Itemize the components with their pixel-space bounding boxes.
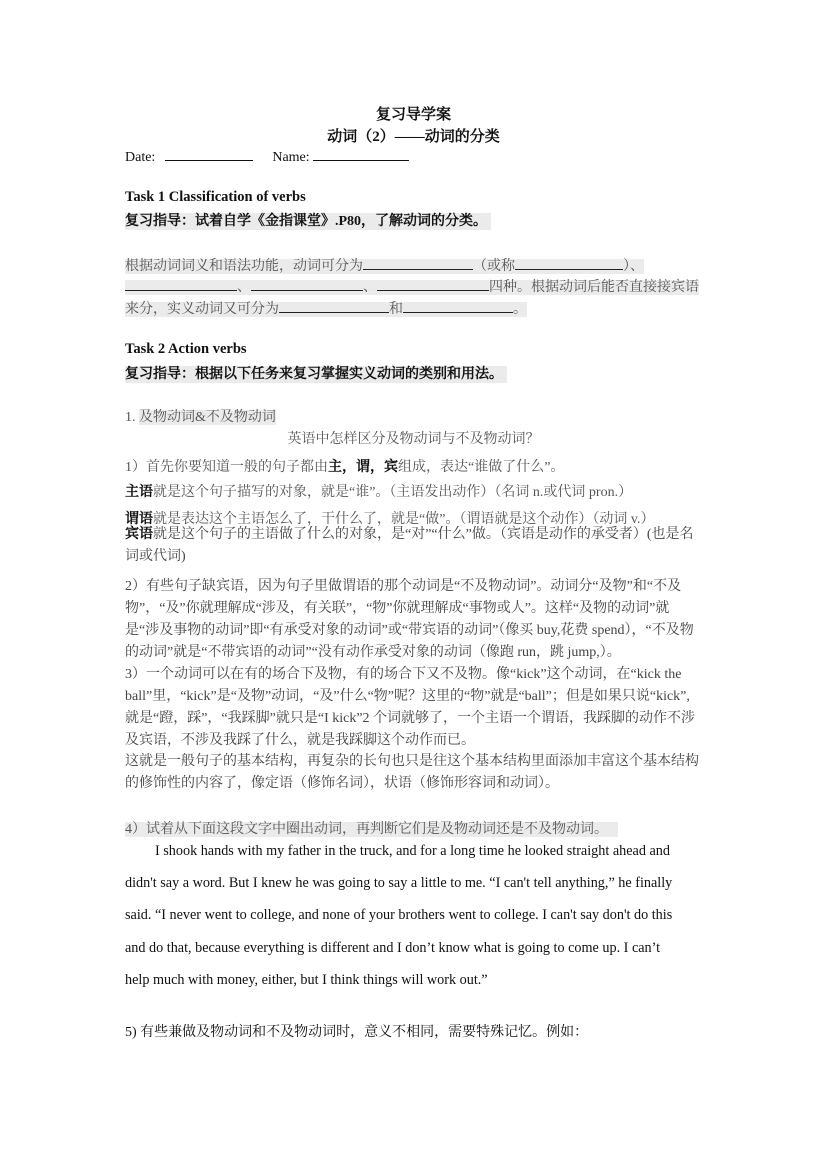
structure-paragraph: 这就是一般句子的基本结构，再复杂的长句也只是往这个基本结构里面添加丰富这个基本结构的修饰性的内容了，像定语（修饰名词），状语（修饰形容词和动词）。 — [125, 754, 699, 791]
blank[interactable] — [279, 300, 389, 313]
page-title: 复习导学案 — [375, 107, 451, 123]
passage-line[interactable]: said. “I never went to college, and none of your brothers went to college. I can't say don't do this — [125, 907, 673, 923]
blank[interactable] — [125, 278, 237, 291]
blank[interactable] — [515, 257, 623, 270]
blank[interactable] — [403, 300, 513, 313]
date-name-row — [125, 147, 409, 166]
task2-guide: 复习指导：根据以下任务来复习掌握实义动词的类别和用法。 — [125, 366, 507, 383]
blank[interactable] — [377, 278, 489, 291]
name-field[interactable] — [313, 147, 409, 161]
predicate-definition: 谓语就是表达这个主语怎么了，干什么了，就是“做”。（谓语就是这个动作）（动词 v.） — [125, 512, 655, 527]
date-field[interactable] — [165, 147, 253, 161]
passage-line[interactable]: help much with money, either, but I think things will work out.” — [125, 972, 488, 988]
point4-instruction-row — [125, 818, 618, 838]
point2-paragraph: 2）有些句子缺宾语，因为句子里做谓语的那个动词是“不及物动词”。动词分“及物”和“不及物”，“及”你就理解成“涉及，有关联”，“物”你就理解成“事物或人”。这样“及物的动词”就是“涉及事物的动词”即“有承受对象的动词”或“带宾语的动词”（像买 buy,花费 spend），“不及物的动词”就是“不带宾语的动词”“没有动作承受对象的动词（像跑 run，跳 jump,）。 — [125, 579, 694, 660]
subject-definition: 主语就是这个句子描写的对象，就是“谁”。（主语发出动作）（名词 n.或代词 pron.） — [125, 485, 633, 500]
task1-heading: Task 1 Classification of verbs — [125, 189, 306, 205]
blank[interactable] — [363, 257, 473, 270]
page-subtitle: 动词（2）——动词的分类 — [327, 129, 500, 145]
blank[interactable] — [251, 278, 363, 291]
task2-guide-row — [125, 363, 507, 383]
point1-intro: 1）首先你要知道一般的句子都由主，谓，宾组成，表达“谁做了什么”。 — [125, 460, 565, 475]
passage-line[interactable]: I shook hands with my father in the truck, and for a long time he looked straight ahead and — [155, 843, 670, 859]
task1-line-2: 、 、 四种。根据动词后能否直接接宾语 — [125, 276, 699, 296]
point4-instruction: 4）试着从下面这段文字中圈出动词，再判断它们是及物动词还是不及物动词。 — [125, 822, 618, 837]
object-definition: 宾语就是这个句子的主语做了什么的对象，是“对”“什么”做。（宾语是动作的承受者）(也是名词或代词) — [125, 527, 694, 564]
task1-guide-row — [125, 210, 491, 230]
passage-line[interactable]: didn't say a word. But I knew he was going to say a little to me. “I can't tell anything,” he finally — [125, 875, 673, 891]
section1-heading: 1. 及物动词&不及物动词 — [125, 410, 276, 425]
section1-question: 英语中怎样区分及物动词与不及物动词？ — [287, 432, 540, 447]
task2-heading: Task 2 Action verbs — [125, 341, 247, 357]
task1-guide: 复习指导：试着自学《金指课堂》.P80，了解动词的分类。 — [125, 213, 491, 230]
task1-line-1: 根据动词词义和语法功能，动词可分为 （或称 ）、 — [125, 259, 644, 274]
passage-line[interactable]: and do that, because everything is different and I don’t know what is going to come up. I can’t — [125, 940, 661, 956]
date-label: Date: — [125, 150, 156, 165]
name-label: Name: — [272, 150, 310, 165]
task1-line-3: 来分，实义动词又可分为 和 。 — [125, 302, 527, 317]
point5-heading: 5) 有些兼做及物动词和不及物动词时，意义不相同，需要特殊记忆。例如： — [125, 1025, 589, 1040]
point3-paragraph: 3）一个动词可以在有的场合下及物，有的场合下又不及物。像“kick”这个动词，在“kick the ball”里，“kick”是“及物”动词，“及”什么“物”呢？这里的“物”就是“ball”；但是如果只说“kick”,就是“蹬，踩”，“我踩脚”就只是“I kick”2 个词就够了，一个主语一个谓语，我踩脚的动作不涉及宾语，不涉及我踩了什么，就是我踩脚这个动作而已。 — [125, 667, 696, 748]
